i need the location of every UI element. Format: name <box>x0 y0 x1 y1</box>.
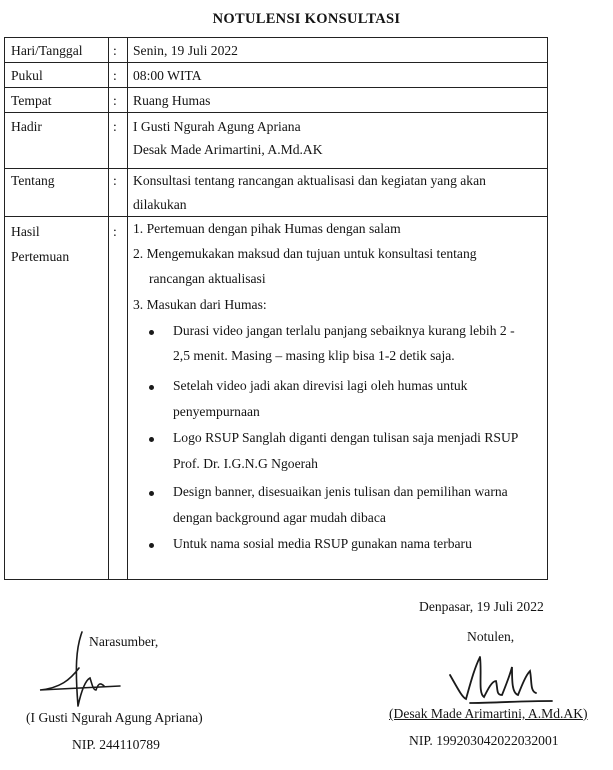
bullet-dot <box>149 385 154 390</box>
colon: : <box>113 224 117 239</box>
bullet-dot <box>149 437 154 442</box>
attendee-2: Desak Made Arimartini, A.Md.AK <box>133 142 323 157</box>
colon: : <box>113 68 117 83</box>
document-title: NOTULENSI KONSULTASI <box>212 11 401 27</box>
hasil-item-2-line-1: 2. Mengemukakan maksud dan tujuan untuk konsultasi tentang <box>133 246 477 261</box>
right-role: Notulen, <box>467 629 515 644</box>
label-hadir: Hadir <box>11 119 42 134</box>
bullet-dot <box>149 543 154 548</box>
bullet-1-line-2: 2,5 menit. Masing – masing klip bisa 1-2 detik saja. <box>173 348 455 363</box>
colon: : <box>113 43 117 58</box>
label-pertemuan: Pertemuan <box>11 249 70 264</box>
colon: : <box>113 93 117 108</box>
label-hari-tanggal: Hari/Tanggal <box>11 43 83 58</box>
right-name: (Desak Made Arimartini, A.Md.AK) <box>389 706 588 721</box>
minutes-table <box>4 37 548 580</box>
hasil-item-1: 1. Pertemuan dengan pihak Humas dengan salam <box>133 221 401 236</box>
hasil-item-3: 3. Masukan dari Humas: <box>133 297 267 312</box>
right-nip: NIP. 199203042022032001 <box>409 733 559 748</box>
row-divider <box>5 62 547 63</box>
bullet-1-line-1: Durasi video jangan terlalu panjang sebaiknya kurang lebih 2 - <box>173 323 515 338</box>
bullet-3-line-1: Logo RSUP Sanglah diganti dengan tulisan saja menjadi RSUP <box>173 430 519 445</box>
left-nip: NIP. 244110789 <box>72 737 160 752</box>
bullet-2-line-1: Setelah video jadi akan direvisi lagi oleh humas untuk <box>173 378 468 393</box>
row-divider <box>5 87 547 88</box>
column-divider <box>127 38 128 579</box>
value-tempat: Ruang Humas <box>133 93 211 108</box>
label-pukul: Pukul <box>11 68 43 83</box>
narasumber-signature <box>30 628 130 718</box>
tentang-line-2: dilakukan <box>133 197 187 212</box>
colon: : <box>113 119 117 134</box>
row-divider <box>5 168 547 169</box>
column-divider <box>108 38 109 579</box>
attendee-1: I Gusti Ngurah Agung Apriana <box>133 119 301 134</box>
bullet-2-line-2: penyempurnaan <box>173 404 260 419</box>
row-divider <box>5 216 547 217</box>
colon: : <box>113 173 117 188</box>
bullet-4-line-1: Design banner, disesuaikan jenis tulisan dan pemilihan warna <box>173 484 508 499</box>
value-hari-tanggal: Senin, 19 Juli 2022 <box>133 43 238 58</box>
bullet-4-line-2: dengan background agar mudah dibaca <box>173 510 386 525</box>
bullet-dot <box>149 330 154 335</box>
label-hasil: Hasil <box>11 224 40 239</box>
hasil-item-2-line-2: rancangan aktualisasi <box>149 271 266 286</box>
label-tempat: Tempat <box>11 93 52 108</box>
label-tentang: Tentang <box>11 173 55 188</box>
bullet-5-line-1: Untuk nama sosial media RSUP gunakan nama terbaru <box>173 536 472 551</box>
bullet-dot <box>149 491 154 496</box>
bullet-3-line-2: Prof. Dr. I.G.N.G Ngoerah <box>173 456 318 471</box>
left-role: Narasumber, <box>89 634 159 649</box>
left-name: (I Gusti Ngurah Agung Apriana) <box>26 710 203 725</box>
notulen-signature <box>440 645 560 715</box>
tentang-line-1: Konsultasi tentang rancangan aktualisasi dan kegiatan yang akan <box>133 173 486 188</box>
value-pukul: 08:00 WITA <box>133 68 202 83</box>
place-date: Denpasar, 19 Juli 2022 <box>419 599 544 614</box>
row-divider <box>5 112 547 113</box>
